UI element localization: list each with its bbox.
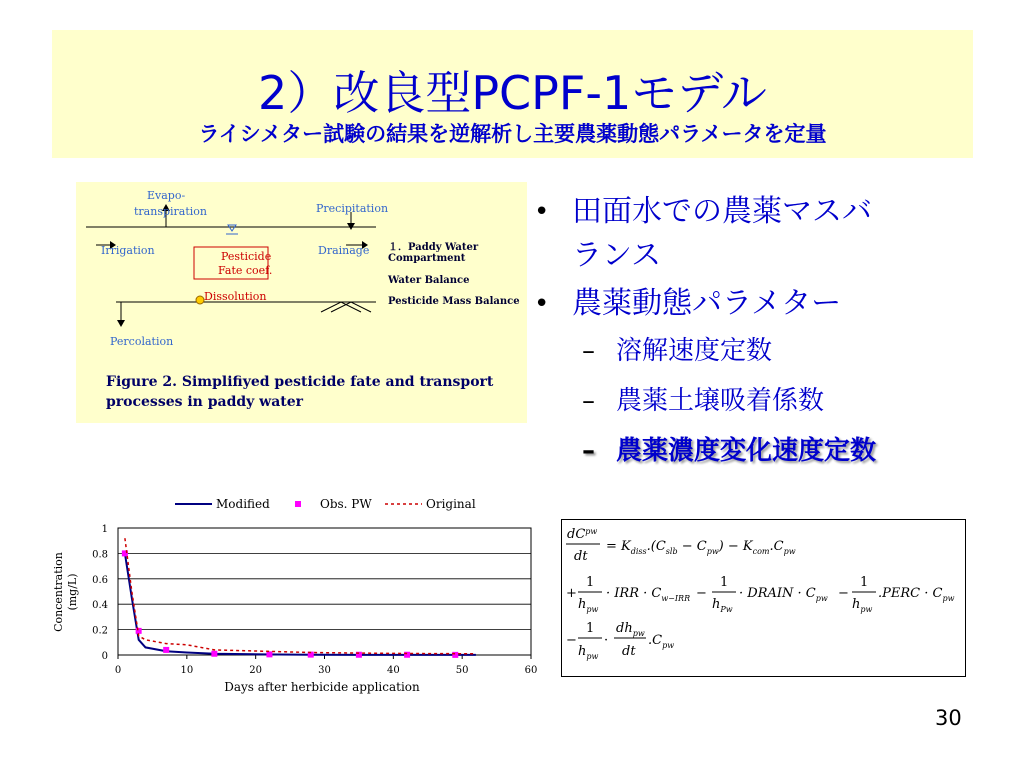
- bullet-item-parameters: [534, 282, 974, 326]
- figure-caption-line2: processes in paddy water: [106, 394, 304, 410]
- y-tick-label: 0: [101, 651, 108, 662]
- percolation-label: Percolation: [110, 335, 174, 348]
- y-tick-label: 1: [101, 524, 108, 535]
- bullet-list: [534, 190, 974, 476]
- dash-icon: –: [582, 336, 595, 366]
- eq3-cpw: $.C_{pw}$: [648, 633, 675, 650]
- y-tick-label: 0.6: [92, 574, 108, 586]
- data-point-obs-pw: [452, 652, 458, 658]
- eq3-frac2-den: dt: [622, 644, 636, 659]
- eq2-perc-term: .PERC · $C_{pw}$: [878, 586, 955, 603]
- legend-obs-swatch: [295, 501, 301, 507]
- slide-subtitle: ライシメター試験の結果を逆解析し主要農薬動態パラメータを定量: [198, 122, 827, 146]
- eq2-plus: +: [566, 586, 577, 601]
- compartment-label: Compartment: [388, 253, 466, 264]
- chart-legend: [175, 497, 476, 511]
- plot-frame: [118, 528, 531, 655]
- y-tick-label: 0.2: [92, 625, 108, 637]
- bullet-icon: •: [534, 289, 550, 319]
- sub-bullet-adsorption-text: 農薬土壌吸着係数: [616, 386, 825, 416]
- pesticide-label: Pesticide: [221, 250, 272, 263]
- dissolution-marker: [196, 296, 204, 304]
- legend-original-label: Original: [426, 497, 476, 511]
- title-banner: [52, 30, 973, 158]
- eq2-frac2-num: 1: [720, 575, 729, 590]
- x-tick-label: 30: [318, 665, 331, 676]
- dash-icon: –: [582, 436, 595, 466]
- bullet-item-mass-balance: [534, 190, 974, 278]
- schematic-figure: [76, 182, 527, 423]
- x-tick-label: 20: [249, 665, 263, 676]
- x-tick-label: 0: [114, 665, 122, 676]
- data-point-obs-pw: [163, 647, 169, 653]
- eq2-irr-term: · IRR · $C_{w-IRR}$: [606, 586, 691, 603]
- y-axis-label-line1: Concentration: [52, 552, 65, 632]
- eq1-rhs: = $K_{diss}.(C_{slb} - C_{pw}) - K_{com}.C_{pw}$: [606, 539, 796, 556]
- data-point-obs-pw: [211, 651, 217, 657]
- transpiration-label: transpiration: [134, 205, 207, 218]
- dissolution-label: Dissolution: [204, 290, 267, 303]
- eq3-frac2-num: $dh_{pw}$: [616, 621, 645, 638]
- paddy-water-label: １．Paddy Water: [388, 242, 479, 253]
- eq1-lhs-denominator: dt: [574, 549, 588, 564]
- irrigation-label: Irrigation: [101, 244, 155, 257]
- differential-equation: [562, 520, 965, 676]
- bullet-item-mass-balance-line2: ランス: [572, 238, 662, 273]
- water-level-icon: [228, 225, 236, 231]
- series-line-original: [125, 538, 476, 654]
- slide-title: 2）改良型PCPF-1モデル: [258, 66, 767, 120]
- data-point-obs-pw: [136, 628, 142, 634]
- eq3-dot: ·: [604, 633, 609, 648]
- x-tick-label: 60: [524, 665, 538, 676]
- evapo-label: Evapo-: [147, 189, 186, 202]
- page-number: 30: [935, 706, 962, 730]
- y-axis-label-line2: (mg/L): [66, 573, 79, 611]
- eq1-lhs-numerator: $dC^{pw}$: [567, 527, 598, 542]
- precipitation-label: Precipitation: [316, 202, 389, 215]
- chart-gridlines: [118, 528, 531, 655]
- legend-obs-label: Obs. PW: [320, 497, 372, 511]
- bullet-item-mass-balance-line1: 田面水での農薬マスバ: [572, 194, 872, 229]
- eq2-frac2-den: $h_{Pw}$: [712, 597, 733, 614]
- sub-bullet-dissolution: [534, 326, 974, 376]
- sub-bullet-rate-constant: [534, 426, 974, 476]
- differential-equation-box: [561, 519, 966, 677]
- x-tick-label: 10: [180, 665, 194, 676]
- eq2-frac3-den: $h_{pw}$: [852, 597, 873, 614]
- eq3-frac1-num: 1: [586, 621, 595, 636]
- x-tick-label: 50: [455, 665, 469, 676]
- eq2-frac3-num: 1: [860, 575, 869, 590]
- data-point-obs-pw: [404, 652, 410, 658]
- sub-bullet-adsorption: [534, 376, 974, 426]
- sub-bullet-dissolution-text: 溶解速度定数: [616, 336, 773, 366]
- bullet-item-parameters-text: 農薬動態パラメター: [572, 286, 842, 321]
- eq2-minus1: −: [696, 586, 707, 601]
- chart-series-group: [122, 538, 476, 658]
- x-tick-label: 40: [386, 665, 400, 676]
- y-tick-label: 0.4: [92, 600, 108, 612]
- data-point-obs-pw: [266, 651, 272, 657]
- dash-icon: –: [582, 386, 595, 416]
- eq2-minus2: −: [838, 586, 849, 601]
- bullet-icon: •: [534, 197, 550, 227]
- figure-caption-line1: Figure 2. Simplifiyed pesticide fate and transport: [106, 374, 494, 390]
- concentration-chart: [40, 490, 550, 700]
- pesticide-mass-balance-label: Pesticide Mass Balance: [388, 296, 520, 307]
- legend-modified-label: Modified: [216, 497, 270, 511]
- eq2-frac1-num: 1: [586, 575, 595, 590]
- drainage-label: Drainage: [318, 244, 370, 257]
- eq2-drain-term: · DRAIN · $C_{pw}$: [739, 586, 828, 603]
- x-axis-label: Days after herbicide application: [224, 680, 420, 694]
- eq3-frac1-den: $h_{pw}$: [578, 644, 599, 661]
- sub-bullet-rate-constant-text: 農薬濃度変化速度定数: [616, 436, 877, 466]
- fate-coef-label: Fate coef.: [218, 264, 273, 277]
- y-tick-label: 0.8: [92, 549, 108, 561]
- figure-caption: [106, 372, 516, 412]
- eq2-frac1-den: $h_{pw}$: [578, 597, 599, 614]
- eq3-minus: −: [566, 633, 577, 648]
- water-balance-label: Water Balance: [388, 275, 470, 286]
